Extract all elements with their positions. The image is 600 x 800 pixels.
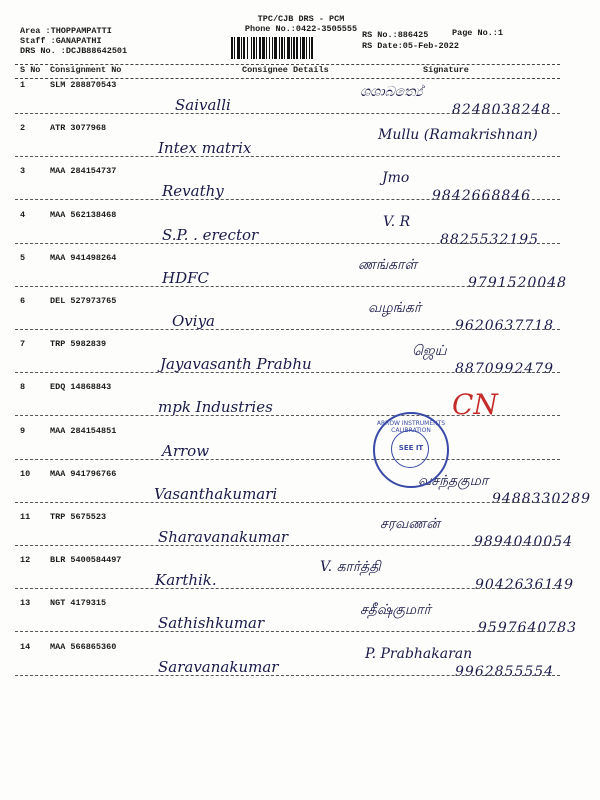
table-row — [0, 555, 600, 595]
row-number: 10 — [20, 468, 31, 479]
recipient-signature: V. கார்த்தி — [320, 559, 381, 576]
consignment-number: MAA 941796766 — [50, 468, 117, 479]
row-number: 1 — [20, 80, 26, 90]
row-number: 11 — [20, 512, 31, 522]
col-sno: S No — [20, 65, 41, 75]
recipient-phone: 8870992479 — [455, 361, 555, 378]
row-divider — [15, 156, 560, 157]
recipient-signature: ශශාබත්‍යේ — [360, 84, 423, 100]
table-row — [0, 210, 600, 250]
drs-line: DRS No. :DCJB88642501 — [20, 46, 128, 56]
rs-number: RS No.:886425 — [362, 30, 429, 40]
recipient-phone: 9597640783 — [478, 620, 578, 637]
table-row — [0, 296, 600, 336]
red-mark: CN — [452, 388, 498, 421]
recipient-phone: 9842668846 — [432, 188, 532, 205]
col-consignee: Consignee Details — [242, 65, 329, 75]
header-center — [226, 14, 376, 34]
page-number: Page No.:1 — [452, 28, 504, 38]
consignee-name: Oviya — [172, 312, 215, 330]
area-line: Area :THOPPAMPATTI — [20, 26, 112, 36]
consignment-number: MAA 566865360 — [50, 641, 117, 652]
recipient-phone: 9620637718 — [455, 318, 555, 334]
consignment-number: ATR 3077968 — [50, 123, 107, 134]
table-row — [0, 469, 600, 509]
recipient-phone: 8825532195 — [440, 231, 540, 248]
table-row — [0, 123, 600, 163]
recipient-signature: V. R — [383, 213, 411, 230]
col-signature: Signature — [423, 65, 469, 75]
recipient-signature: Jmo — [382, 170, 410, 187]
row-number: 6 — [20, 296, 26, 306]
consignment-number: MAA 941498264 — [50, 252, 117, 263]
column-header — [0, 63, 600, 77]
consignee-name: S.P. . erector — [162, 225, 259, 244]
recipient-phone: 8248038248 — [452, 102, 552, 118]
row-divider — [15, 675, 560, 676]
consignee-name: Vasanthakumari — [154, 484, 278, 503]
table-row — [0, 512, 600, 552]
table-row — [0, 253, 600, 293]
recipient-signature: சதீஷ்குமார் — [360, 602, 431, 619]
col-consignment: Consignment No — [50, 65, 122, 75]
recipient-signature: வசந்தகுமா — [418, 472, 489, 489]
row-number: 4 — [20, 209, 26, 220]
recipient-signature: சரவணன் — [380, 516, 440, 532]
consignment-number: NGT 4179315 — [50, 598, 107, 609]
consignee-name: Jayavasanth Prabhu — [160, 355, 312, 374]
row-divider — [15, 329, 560, 330]
recipient-phone: 9488330289 — [492, 490, 592, 507]
table-row — [0, 80, 600, 120]
table-row — [0, 382, 600, 422]
staff-line: Staff :GANAPATHI — [20, 36, 102, 46]
consignee-name: Karthik. — [155, 571, 217, 590]
row-number: 9 — [20, 425, 26, 436]
table-row — [0, 598, 600, 638]
consignee-name: Arrow — [162, 441, 210, 460]
recipient-signature: ஜெய் — [412, 343, 447, 360]
recipient-signature: P. Prabhakaran — [365, 645, 473, 662]
table-row — [0, 642, 600, 682]
rs-date: RS Date:05-Feb-2022 — [362, 41, 459, 51]
consignee-name: Sathishkumar — [158, 614, 265, 633]
recipient-phone: 9791520048 — [468, 274, 568, 291]
stamp-ring-text: ARROW INSTRUMENTS CALIBRATION — [376, 420, 446, 434]
row-divider — [15, 545, 560, 546]
recipient-signature: Mullu (Ramakrishnan) — [378, 127, 538, 144]
row-divider — [15, 588, 560, 589]
consignment-number: BLR 5400584497 — [50, 555, 122, 566]
row-divider — [15, 502, 560, 503]
row-divider — [15, 199, 560, 200]
barcode-bar — [311, 37, 313, 59]
consignment-number: TRP 5982839 — [50, 339, 107, 350]
recipient-phone: 9894040054 — [474, 534, 574, 550]
header-left — [20, 26, 127, 56]
company-stamp — [373, 412, 449, 488]
consignment-number: MAA 284154851 — [50, 425, 117, 436]
row-number: 14 — [20, 641, 31, 652]
consignment-number: MAA 284154737 — [50, 166, 117, 177]
row-divider — [15, 286, 560, 287]
row-number: 3 — [20, 166, 26, 177]
row-number: 5 — [20, 252, 26, 263]
row-number: 2 — [20, 123, 26, 134]
row-number: 12 — [20, 555, 31, 566]
table-row — [0, 166, 600, 206]
row-divider — [15, 372, 560, 373]
row-divider — [15, 243, 560, 244]
consignee-name: Saivalli — [175, 96, 231, 114]
header-right — [362, 30, 459, 52]
consignee-name: Revathy — [162, 182, 224, 201]
table-row — [0, 426, 600, 466]
divider-header — [15, 78, 560, 79]
recipient-signature: வழங்கர் — [368, 300, 422, 316]
consignment-number: DEL 527973765 — [50, 296, 117, 306]
consignment-number: EDQ 14868843 — [50, 382, 112, 393]
consignee-name: Intex matrix — [158, 139, 252, 158]
barcode — [231, 37, 356, 59]
row-divider — [15, 113, 560, 114]
consignee-name: mpk Industries — [158, 398, 273, 417]
row-number: 7 — [20, 339, 26, 350]
consignment-number: TRP 5675523 — [50, 512, 107, 522]
row-number: 13 — [20, 598, 31, 609]
row-divider — [15, 459, 560, 460]
recipient-signature: ணங்காள் — [358, 256, 417, 273]
row-number: 8 — [20, 382, 26, 393]
consignment-number: MAA 562138468 — [50, 209, 117, 220]
table-row — [0, 339, 600, 379]
stamp-center-text: SEE IT — [398, 444, 424, 452]
consignment-number: SLM 288870543 — [50, 80, 117, 90]
row-divider — [15, 631, 560, 632]
recipient-phone: 9962855554 — [455, 663, 555, 680]
consignee-name: Saravanakumar — [158, 657, 279, 676]
recipient-phone: 9042636149 — [475, 577, 575, 594]
consignee-name: HDFC — [162, 268, 209, 287]
phone-line: Phone No.:0422-3505555 — [244, 24, 358, 34]
consignee-name: Sharavanakumar — [158, 528, 289, 546]
sheet-title: TPC/CJB DRS - PCM — [257, 14, 345, 24]
